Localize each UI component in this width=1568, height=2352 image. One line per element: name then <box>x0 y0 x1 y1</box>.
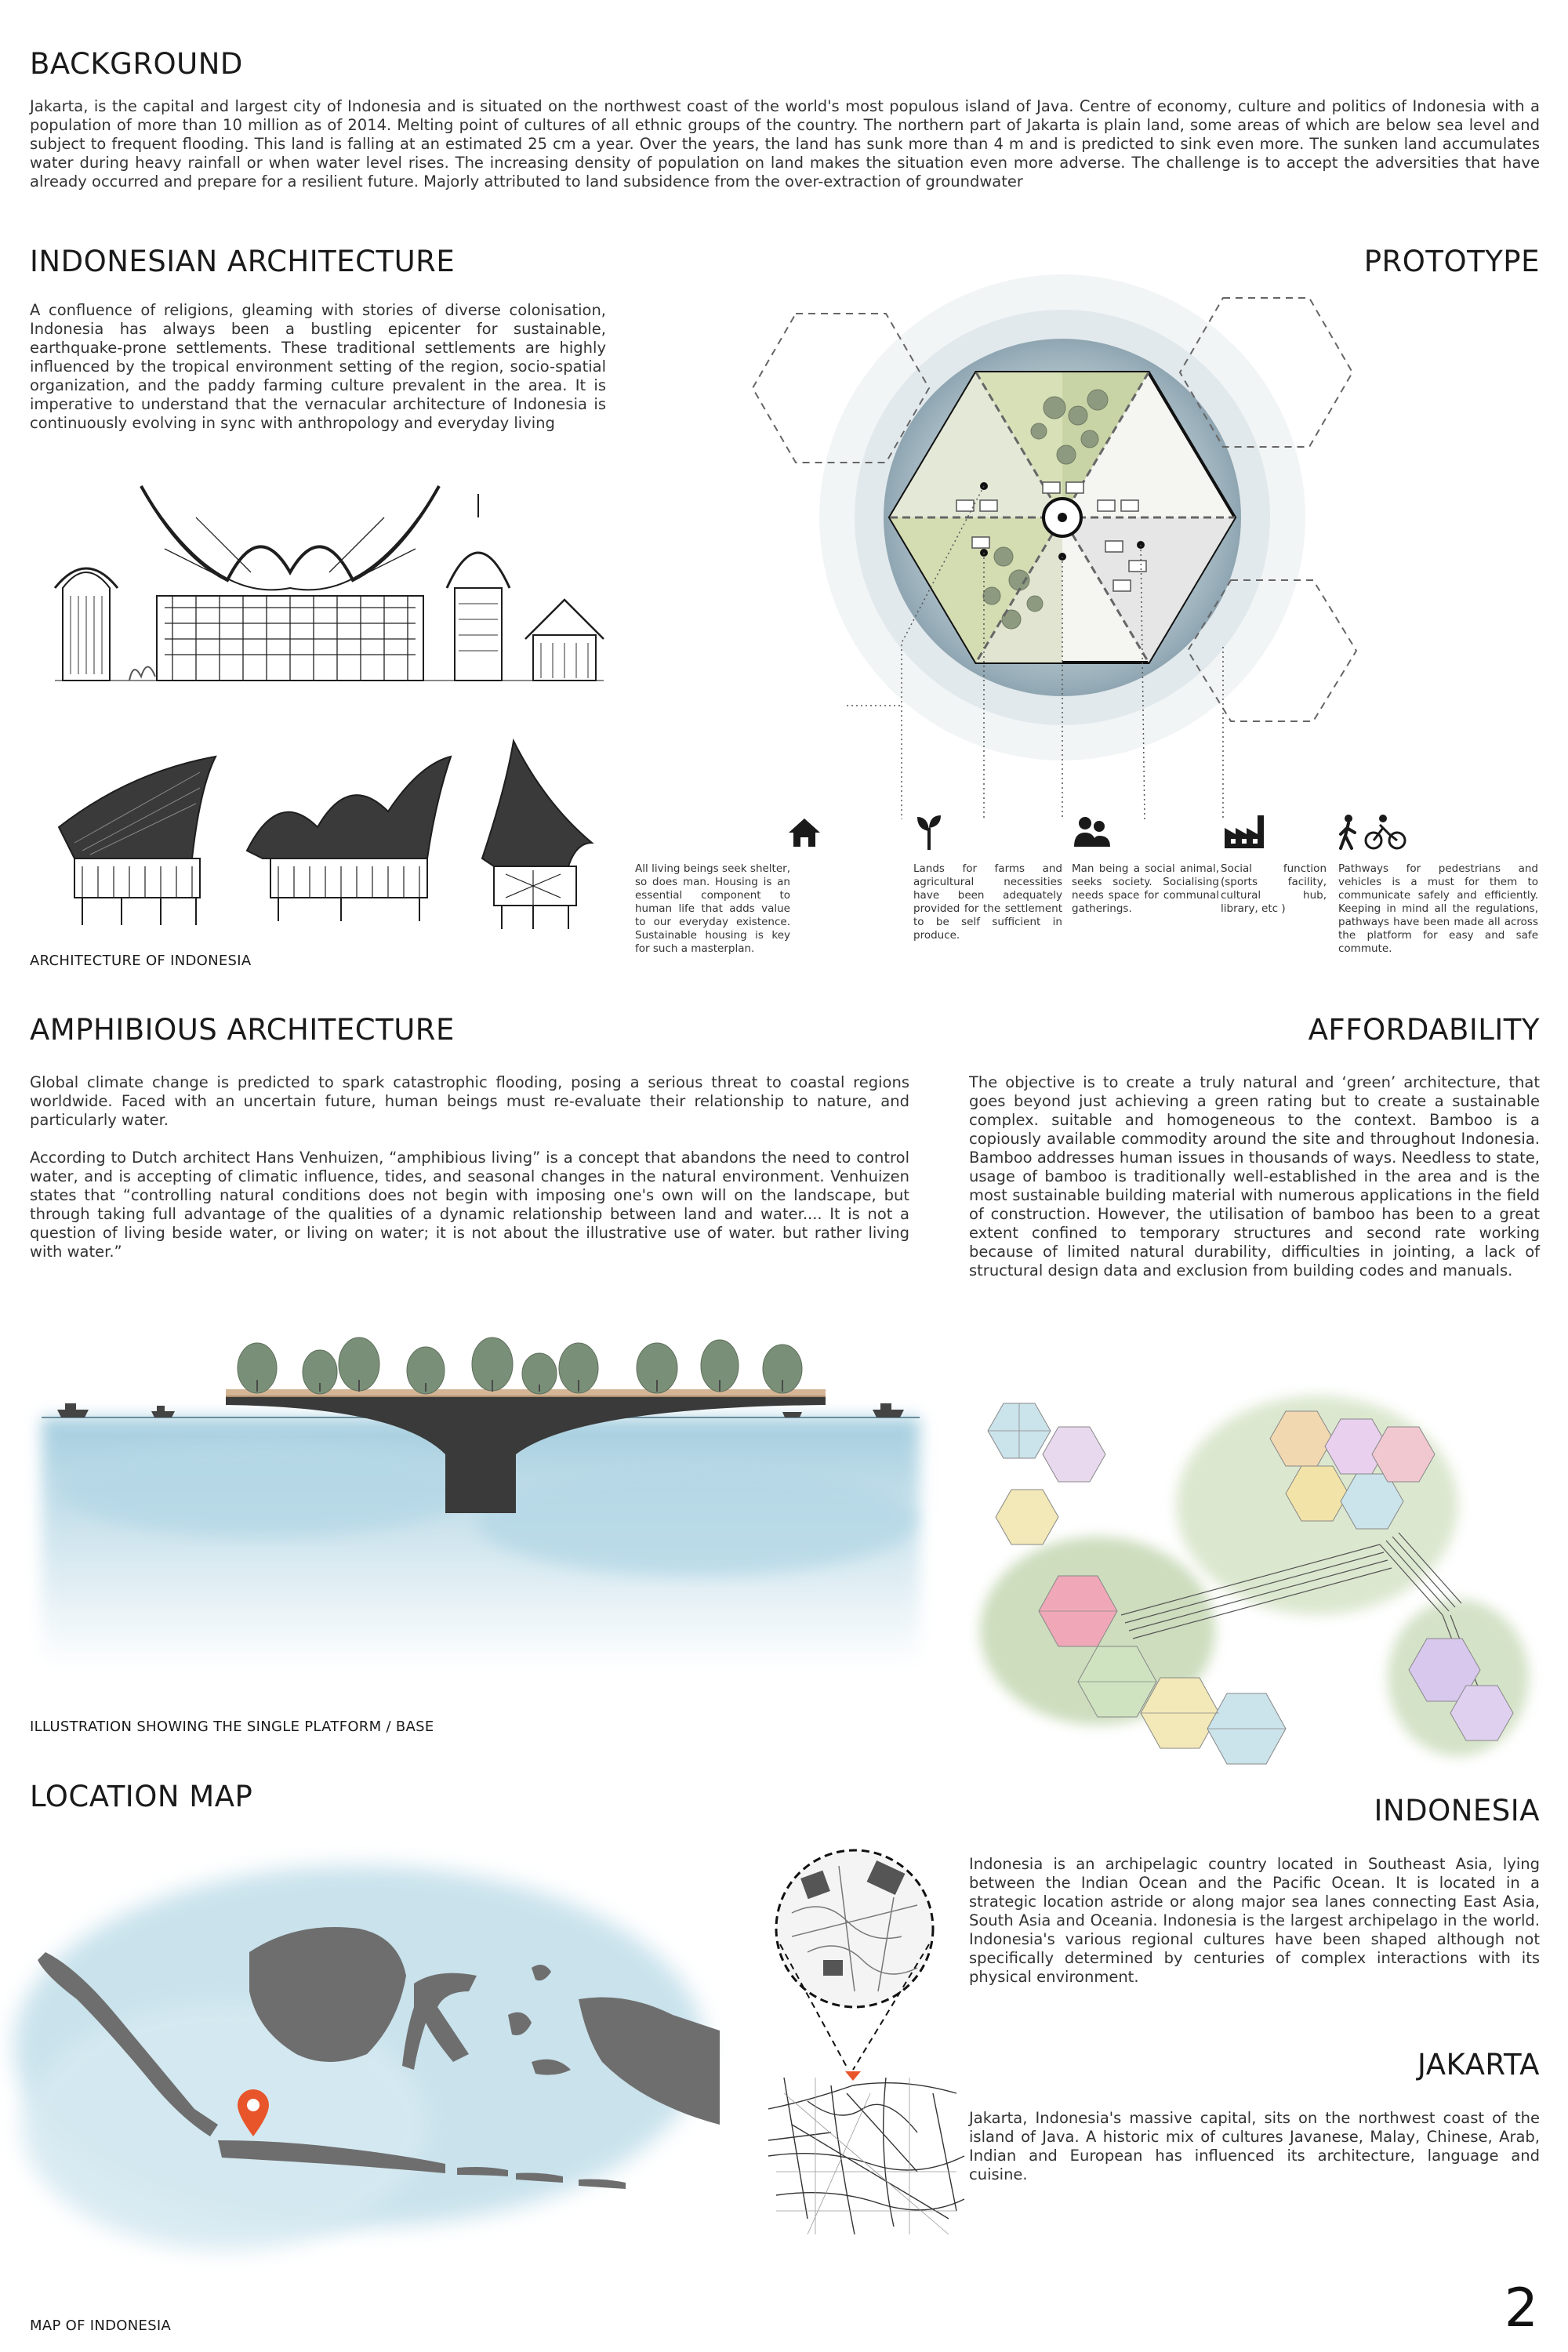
page-number: 2 <box>1504 2278 1538 2339</box>
traditional-houses-sketch <box>55 470 604 690</box>
people-icon <box>1074 815 1110 848</box>
jakarta-text: Jakarta, Indonesia's massive capital, sits on the northwest coast of the island of Java. A historic mix of cultures Javanese, Malay, Chinese, Arab, Indian and European has influenced its architecture, language and cuisine. <box>969 2109 1540 2183</box>
map-caption: MAP OF INDONESIA <box>30 2318 172 2334</box>
platform-illustration <box>30 1317 931 1670</box>
amphibious-text-2: According to Dutch architect Hans Venhuizen, “amphibious living” is a concept that abandons the need to control water, and is accepting of climatic influence, tides, and seasonal changes in the natural environment. Venhuizen states that “controlling natural conditions does not begin with imposing one's own will on the landscape, but through taking full advantage of the qualities of a dynamic relationship between land and water.... It is not a question of living beside water, or living on water; it is not about the illustrative use of water. but rather living with water.” <box>30 1149 909 1261</box>
masterplan-sketch <box>956 1380 1552 1803</box>
indonesia-heading: INDONESIA <box>1374 1794 1540 1828</box>
feature-function-text: Social function (sports facility, cultural hub, library, etc ) <box>1221 862 1327 915</box>
background-heading: BACKGROUND <box>30 47 243 81</box>
indonesian-architecture-text: A confluence of religions, gleaming with stories of diverse colonisation, Indonesia has always been a bustling epicenter for sustainable, earthquake-prone settlements. These traditional settlements are highly influenced by the tropical environment setting of the region, socio-spatial organization, and the paddy farming culture prevalent in the area. It is imperative to understand that the vernacular architecture of Indonesia is continuously evolving in sync with anthropology and everyday living <box>30 301 606 432</box>
prototype-heading: PROTOTYPE <box>1363 245 1540 278</box>
feature-social-text: Man being a social animal, seeks society. Socialising needs space for communal gatherings. <box>1072 862 1219 915</box>
jakarta-heading: JAKARTA <box>1417 2048 1540 2082</box>
architecture-caption: ARCHITECTURE OF INDONESIA <box>30 953 252 969</box>
platform-caption: ILLUSTRATION SHOWING THE SINGLE PLATFORM / BASE <box>30 1719 434 1735</box>
sprout-icon <box>916 814 942 850</box>
house-icon <box>787 817 822 848</box>
indonesia-map <box>30 1866 735 2274</box>
indonesia-text: Indonesia is an archipelagic country located in Southeast Asia, lying between the Indian Ocean and the Pacific Ocean. It is located in a strategic location astride or along major sea lanes connecting East Asia, South Asia and Oceania. Indonesia is the largest archipelago in the world. Indonesia's various regional cultures have been shaped although not specifically determined by centuries of complex interactions with its physical environment. <box>969 1855 1540 1986</box>
amphibious-heading: AMPHIBIOUS ARCHITECTURE <box>30 1013 455 1047</box>
indonesian-architecture-heading: INDONESIAN ARCHITECTURE <box>30 245 456 278</box>
affordability-text: The objective is to create a truly natural and ‘green’ architecture, that goes beyond just achieving a green rating but to create a sustainable complex. suitable and homogeneous to the context. Bamboo is a copiously available commodity around the site and throughout Indonesia. Bamboo addresses human issues in thousands of ways. Needless to state, usage of bamboo is traditionally well-established in the area and is the most sustainable building material with numerous applications in the field of construction. However, the utilisation of bamboo has been to a great extent confined to temporary structures and second rate working because of limited natural durability, difficulties in jointing, a lack of structural design data and exclusion from building codes and manuals. <box>969 1073 1540 1279</box>
background-text: Jakarta, is the capital and largest city of Indonesia and is situated on the northwest coast of the world's most populous island of Java. Centre of economy, culture and politics of Indonesia with a population of more than 10 million as of 2014. Melting point of cultures of all ethnic groups of the country. The northern part of Jakarta is plain land, some areas of which are below sea level and subject to frequent flooding. This land is falling at an estimated 25 cm a year. Over the years, the land has sunk more than 4 m and is predicted to sink even more. The sunken land accumulates water during heavy rainfall or when water level rises. The increasing density of population on land makes the situation even more adverse. The challenge is to accept the adversities that have already occurred and prepare for a resilient future. Majorly attributed to land subsidence from the over-extraction of groundwater <box>30 97 1540 191</box>
prototype-diagram <box>627 251 1544 815</box>
location-heading: LOCATION MAP <box>30 1780 253 1813</box>
affordability-heading: AFFORDABILITY <box>1308 1013 1540 1047</box>
factory-icon <box>1223 812 1267 848</box>
pedestrian-cyclist-icon <box>1338 814 1408 850</box>
traditional-roofs-sketch <box>43 741 615 937</box>
jakarta-detail-map <box>760 1842 972 2281</box>
feature-pathways-text: Pathways for pedestrians and vehicles is a must for them to communicate safely and efficiently. Keeping in mind all the regulations, pathways have been made all across the platform for easy and safe commute. <box>1338 862 1538 955</box>
feature-housing-text: All living beings seek shelter, so does man. Housing is an essential component to human life that adds value to our everyday existence. Sustainable housing is key for such a masterplan. <box>635 862 790 955</box>
feature-farms-text: Lands for farms and agricultural necessities have been adequately provided for the settlement to be self sufficient in produce. <box>913 862 1062 942</box>
amphibious-text-1: Global climate change is predicted to spark catastrophic flooding, posing a serious threat to coastal regions worldwide. Faced with an uncertain future, human beings must re-evaluate their relationship to nature, and particularly water. <box>30 1073 909 1129</box>
